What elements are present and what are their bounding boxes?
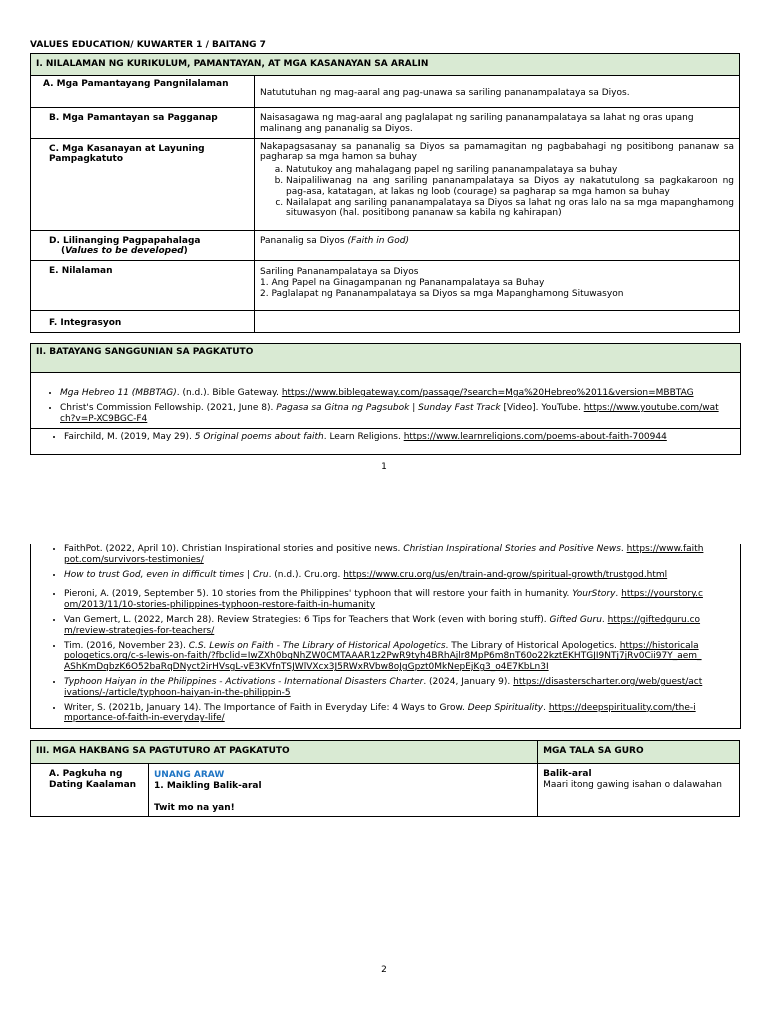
- competencies-intro: Nakapagsasanay sa pananalig sa Diyos sa pamamagitan ng pagbabahagi ng positibong pananaw sa pagharap sa mga hamon sa buhay: [260, 141, 734, 163]
- row-label-competencies: [31, 138, 255, 230]
- competency-item: a. Natutukoy ang mahalagang papel ng sariling pananampalataya sa buhay: [286, 165, 734, 176]
- competency-item: c. Nailalapat ang sariling pananampalataya sa Diyos sa lahat ng oras lalo na sa mga mapanghamong situwasyon (hal. positibong pananaw sa kabila ng kahirapan): [286, 198, 734, 220]
- content-item: 2. Paglalapat ng Pananampalataya sa Diyos sa mga Mapanghamong Situwasyon: [260, 288, 624, 299]
- document-title: VALUES EDUCATION/ KUWARTER 1 / BAITANG 7: [30, 40, 266, 50]
- row-label-integration: F. Integrasyon: [31, 311, 255, 333]
- reference-link[interactable]: https://historicalapologetics.org/c-s-lewis-on-faith/?fbclid=IwZXh0bgNhZW0CMTAAAR1z2PwR9tyh4BRhAjlr8MpP6m8nT60o22kztEKHTGJI9NTj7jRv0Cii97Y_aem_AShKmDqbzK6O52baRqDNyct2irHVsgL-vE3KVfnTSJWlVXcx3J5RWxRVbw8oJgGpzt0MkNepEjKg3_o4E7KbLn3I: [64, 640, 702, 673]
- values-text: Pananalig sa Diyos: [260, 235, 348, 246]
- row-label-content: E. Nilalaman: [31, 261, 255, 311]
- reference-item: • Pieroni, A. (2019, September 5). 10 stories from the Philippines' typhoon that will restore your faith in humanity. YourStory. https://yourstory.com/2013/11/10-stories-philippines-typhoon-restore-faith-in-humanity: [64, 589, 704, 611]
- content-cell: [255, 261, 740, 311]
- reference-link[interactable]: https://www.faithpot.com/survivors-testimonies/: [64, 544, 704, 565]
- content-standards-text: Natututuhan ng mag-aaral ang pag-unawa sa sariling pananampalataya sa Diyos.: [255, 76, 740, 108]
- activity-title: Twit mo na yan!: [154, 802, 235, 813]
- section3-header: III. MGA HAKBANG SA PAGTUTURO AT PAGKATUTO: [31, 741, 538, 764]
- row-label-performance-standards: B. Mga Pamantayan sa Pagganap: [31, 108, 255, 139]
- curriculum-table: [30, 53, 740, 333]
- content-item: 1. Ang Papel na Ginagampanan ng Pananampalataya sa Buhay: [260, 277, 545, 288]
- competencies-list: [260, 165, 734, 219]
- references-list-page1: [31, 388, 720, 424]
- reference-link[interactable]: https://yourstory.com/2013/11/10-stories-philippines-typhoon-restore-faith-in-humanity: [64, 589, 703, 611]
- reference-item: • Typhoon Haiyan in the Philippines - Activations - International Disasters Charter. (2024, January 9). https://disasterscharter.org/web/guest/activations/-/article/typhoon-haiyan-in-the-philippin-5: [64, 677, 704, 699]
- competencies-cell: [255, 138, 740, 230]
- teacher-notes-cell: [538, 764, 740, 817]
- teaching-steps-table: [30, 740, 740, 817]
- reference-link[interactable]: https://deepspirituality.com/the-importance-of-faith-in-everyday-life/: [64, 702, 696, 724]
- activity-cell: [149, 764, 538, 817]
- note-text: Maari itong gawing isahan o dalawahan: [543, 779, 723, 790]
- values-label-line1: D. Lilinanging Pagpapahalaga: [49, 235, 201, 246]
- performance-standards-text: Naisasagawa ng mag-aaral ang paglalapat ng sariling pananampalataya sa lahat ng oras upang malinang ang pananalig sa Diyos.: [255, 108, 740, 139]
- competencies-label: C. Mga Kasanayan at Layuning Pampagkatuto: [49, 143, 205, 165]
- row-label-prior-knowledge: A. Pagkuha ng Dating Kaalaman: [31, 764, 149, 817]
- values-text-italic: (Faith in God): [347, 235, 410, 246]
- content-title: Sariling Pananampalataya sa Diyos: [260, 267, 419, 278]
- reference-link[interactable]: https://giftedguru.com/review-strategies-for-teachers/: [64, 614, 701, 636]
- references-list-page1b: [31, 432, 684, 443]
- section2-header: II. BATAYANG SANGGUNIAN SA PAGKATUTO: [31, 344, 740, 372]
- reference-item: • How to trust God, even in difficult times | Cru. (n.d.). Cru.org. https://www.cru.org/us/en/train-and-grow/spiritual-growth/trustgod.html: [64, 570, 704, 581]
- reference-divider: [31, 428, 740, 443]
- section1-header: I. NILALAMAN NG KURIKULUM, PAMANTAYAN, AT MGA KASANAYAN SA ARALIN: [31, 54, 740, 76]
- reference-item: • Writer, S. (2021b, January 14). The Importance of Faith in Everyday Life: 4 Ways to Grow. Deep Spirituality. https://deepspirituality.com/the-importance-of-faith-in-everyday-life/: [64, 703, 704, 725]
- references-box-page2: [30, 544, 741, 729]
- reference-item: • Mga Hebreo 11 (MBBTAG). (n.d.). Bible Gateway. https://www.biblegateway.com/passage/?search=Mga%20Hebreo%2011&version=MBBTAG: [60, 388, 720, 399]
- reference-item: • Van Gemert, L. (2022, March 28). Review Strategies: 6 Tips for Teachers that Work (even with boring stuff). Gifted Guru. https://giftedguru.com/review-strategies-for-teachers/: [64, 615, 704, 637]
- section2-header-box: [30, 343, 741, 373]
- references-box-page1: [30, 372, 741, 455]
- reference-link[interactable]: https://www.youtube.com/watch?v=P-XC9BGC-F4: [60, 402, 719, 424]
- reference-item: • FaithPot. (2022, April 10). Christian Inspirational stories and positive news. Christian Inspirational Stories and Positive News. https://www.faithpot.com/survivors-testimonies/: [64, 544, 704, 566]
- step-label: 1. Maikling Balik-aral: [154, 780, 262, 791]
- integration-cell: [255, 311, 740, 333]
- note-title: Balik-aral: [543, 769, 592, 779]
- reference-item: • Fairchild, M. (2019, May 29). 5 Original poems about faith. Learn Religions. https://www.learnreligions.com/poems-about-faith-700944: [64, 432, 684, 443]
- page-number: 1: [381, 462, 387, 472]
- teacher-notes-header: MGA TALA SA GURO: [538, 741, 740, 764]
- page-number: 2: [381, 965, 387, 975]
- row-label-values: [31, 230, 255, 261]
- reference-item: • Tim. (2016, November 23). C.S. Lewis on Faith - The Library of Historical Apologetics. The Library of Historical Apologetics. https://historicalapologetics.org/c-s-lewis-on-faith/?fbclid=IwZXh0bgNhZW0CMTAAAR1z2PwR9tyh4BRhAjlr8MpP6m8nT60o22kztEKHTGJI9NTj7jRv0Cii97Y_aem_AShKmDqbzK6O52baRqDNyct2irHVsgL-vE3KVfnTSJWlVXcx3J5RWxRVbw8oJgGpzt0MkNepEjKg3_o4E7KbLn3I: [64, 641, 704, 673]
- reference-link[interactable]: https://www.learnreligions.com/poems-about-faith-700944: [403, 432, 667, 443]
- reference-item: • Christ's Commission Fellowship. (2021, June 8). Pagasa sa Gitna ng Pagsubok | Sunday Fast Track [Video]. YouTube. https://www.youtube.com/watch?v=P-XC9BGC-F4: [60, 403, 720, 425]
- competency-item: b. Naipaliliwanag na ang sariling pananampalataya sa Diyos ay nakatutulong sa pagkakaroon ng pag-asa, katatagan, at lakas ng loob (courage) sa pagharap sa mga hamon sa buhay: [286, 176, 734, 198]
- reference-link[interactable]: https://disasterscharter.org/web/guest/activations/-/article/typhoon-haiyan-in-the-philippin-5: [64, 676, 703, 698]
- values-label-line2: (Values to be developed): [61, 246, 188, 257]
- values-cell: [255, 230, 740, 261]
- day-label: UNANG ARAW: [154, 770, 225, 780]
- row-label-content-standards: A. Mga Pamantayang Pangnilalaman: [31, 76, 255, 108]
- reference-link[interactable]: https://www.biblegateway.com/passage/?search=Mga%20Hebreo%2011&version=MBBTAG: [281, 388, 694, 398]
- reference-link[interactable]: https://www.cru.org/us/en/train-and-grow/spiritual-growth/trustgod.html: [343, 569, 668, 580]
- references-list-page2: [31, 544, 704, 724]
